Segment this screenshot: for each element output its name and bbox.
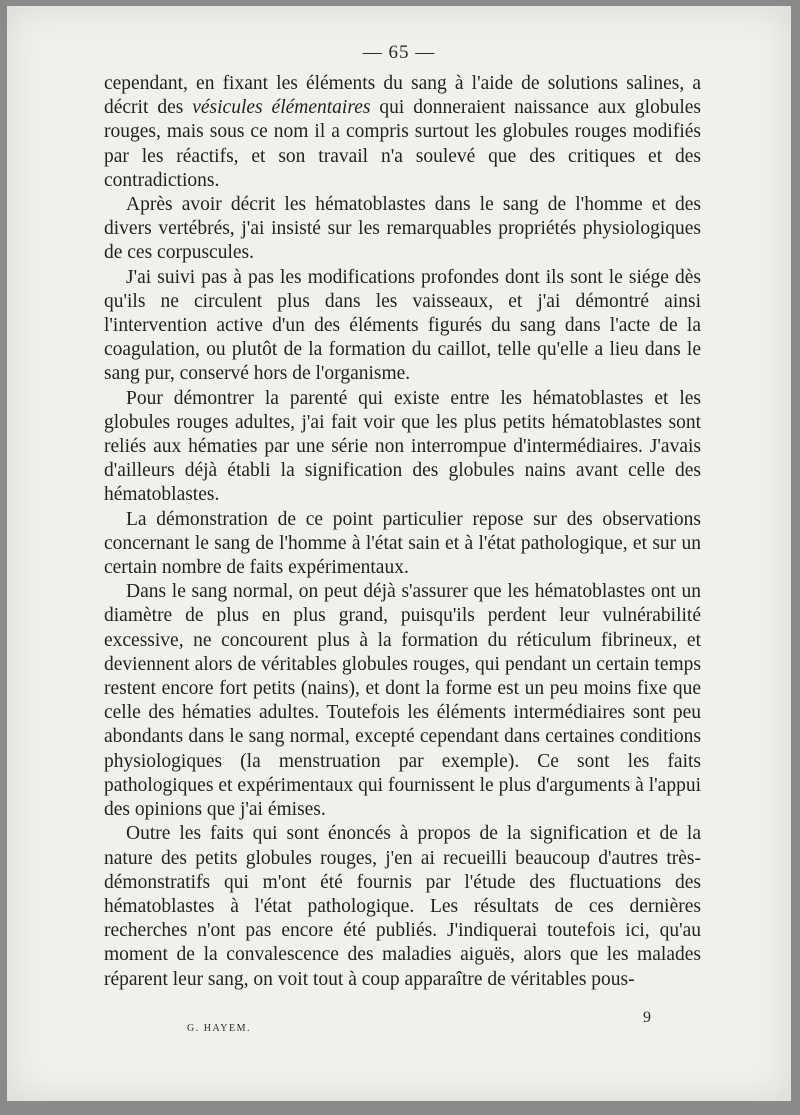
paragraph-4: Pour démontrer la parenté qui existe entre les hématoblastes et les globules rouges adultes, j'ai fait voir que les plus petits hématoblastes sont reliés aux hématies par une série non interrompue d'intermédiaires. J'avais d'ailleurs déjà établi la signification des globules nains avant celle des hématoblastes. bbox=[104, 387, 701, 506]
paragraph-1-part-2: qui donneraient naissance aux globules rouges, mais sous ce nom il a compris surtout les globules rouges modifiés par les réactifs, et son travail n'a soulevé que des critiques et des contradictions. bbox=[104, 97, 701, 191]
book-page bbox=[7, 6, 791, 1101]
body-text bbox=[104, 72, 701, 992]
paragraph-7: Outre les faits qui sont énoncés à propos de la signification et de la nature des petits globules rouges, j'en ai recueilli beaucoup d'autres très-démonstratifs qui m'ont été fournis par l'étude des fluctuations des hématoblastes à l'état pathologique. Les résultats de ces dernières recherches n'ont pas encore été publiés. J'indiquerai toutefois ici, qu'au moment de la convalescence des maladies aiguës, alors que les malades réparent leur sang, on voit tout à coup apparaître de véritables pous- bbox=[104, 823, 701, 990]
paragraph-2: Après avoir décrit les hématoblastes dans le sang de l'homme et des divers vertébrés, j'ai insisté sur les remarquables propriétés physiologiques de ces corpuscules. bbox=[104, 194, 701, 264]
italic-phrase: vésicules élémentaires bbox=[192, 97, 371, 119]
page-number: — 65 — bbox=[362, 42, 436, 63]
author-signature: G. HAYEM. bbox=[187, 1023, 251, 1034]
paragraph-5: La démonstration de ce point particulier repose sur des observations concernant le sang de l'homme à l'état sain et à l'état pathologique, et sur un certain nombre de faits expérimentaux. bbox=[104, 508, 701, 579]
paragraph-6: Dans le sang normal, on peut déjà s'assurer que les hématoblastes ont un diamètre de plus en plus grand, puisqu'ils perdent leur vulnérabilité excessive, ne concourent plus à la formation du réticulum fibrineux, et deviennent alors de véritables globules rouges, qui pendant un certain temps restent encore fort petits (nains), et dont la forme est un peu moins fixe que celle des hématies adultes. Toutefois les éléments intermédiaires sont peu abondants dans le sang normal, excepté cependant dans certaines conditions physiologiques (la menstruation par exemple). Ce sont les faits pathologiques et expérimentaux qui fournissent le plus d'arguments à l'appui des opinions que j'ai émises. bbox=[104, 581, 701, 821]
paragraph-1-part-1: cependant, en fixant les éléments du sang à l'aide de solutions salines, a décrit des bbox=[104, 73, 701, 119]
paragraph-3: J'ai suivi pas à pas les modifications profondes dont ils sont le siége dès qu'ils ne circulent plus dans les vaisseaux, et j'ai démontré ainsi l'intervention active d'un des éléments figurés du sang dans l'acte de la coagulation, ou plutôt de la formation du caillot, telle qu'elle a lieu dans le sang pur, conservé hors de l'organisme. bbox=[104, 266, 701, 385]
paragraph-1 bbox=[104, 72, 701, 193]
sheet-signature: 9 bbox=[643, 1009, 651, 1026]
